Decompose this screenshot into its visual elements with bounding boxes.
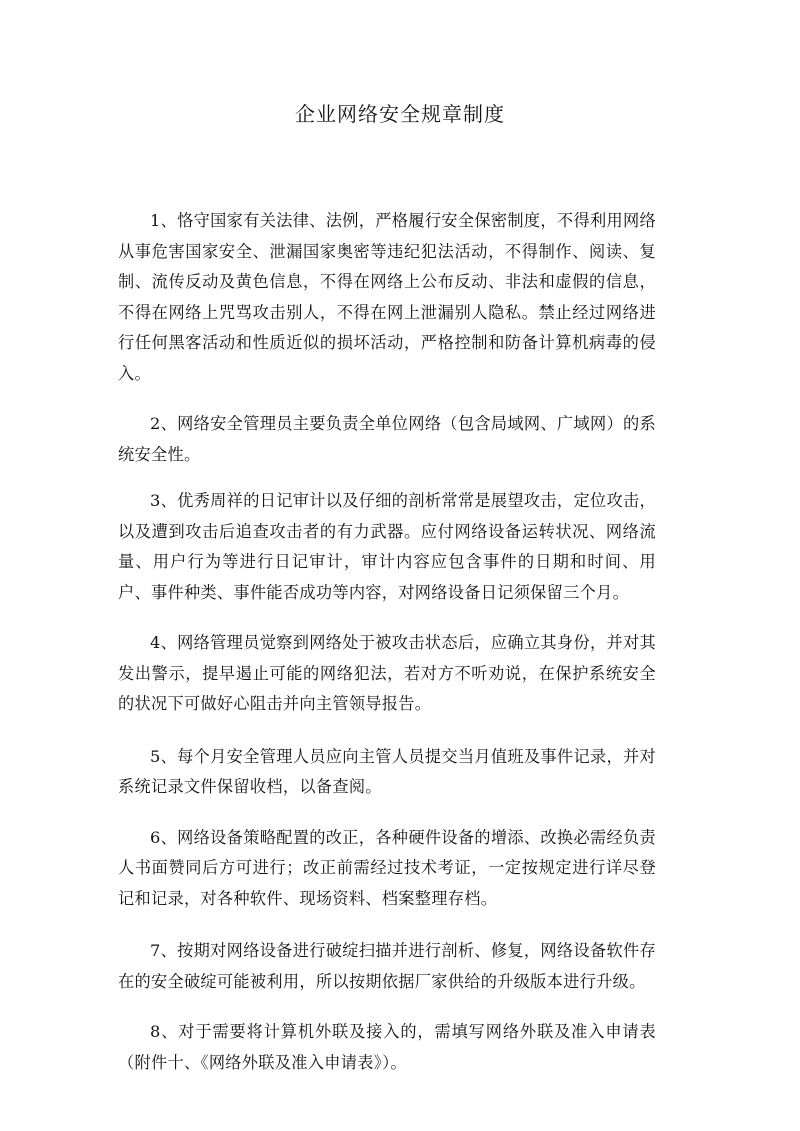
paragraph-2: 2、网络安全管理员主要负责全单位网络（包含局域网、广域网）的系统安全性。 — [118, 414, 656, 464]
document-title: 企业网络安全规章制度 — [295, 102, 505, 126]
paragraph-8: 8、对于需要将计算机外联及接入的，需填写网络外联及准入申请表（附件十、《网络外联及准入申请表》）。 — [118, 1022, 656, 1072]
paragraph-6: 6、网络设备策略配置的改正，各种硬件设备的增添、改换必需经负责人书面赞同后方可进行；改正前需经过技术考证，一定按规定进行详尽登记和记录，对各种软件、现场资料、档案整理存档。 — [118, 827, 656, 908]
paragraph-1: 1、恪守国家有关法律、法例，严格履行安全保密制度，不得利用网络从事危害国家安全、泄漏国家奥密等违纪犯法活动，不得制作、阅读、复制、流传反动及黄色信息，不得在网络上公布反动、非法和虚假的信息，不得在网络上咒骂攻击别人，不得在网上泄漏别人隐私。禁止经过网络进行任何黑客活动和性质近似的损坏活动，严格控制和防备计算机病毒的侵入。 — [118, 211, 656, 383]
paragraph-7: 7、按期对网络设备进行破绽扫描并进行剖析、修复，网络设备软件存在的安全破绽可能被利用，所以按期依据厂家供给的升级版本进行升级。 — [118, 941, 656, 991]
paragraph-4: 4、网络管理员觉察到网络处于被攻击状态后，应确立其身份，并对其发出警示，提早遏止可能的网络犯法，若对方不听劝说，在保护系统安全的状况下可做好心阻击并向主管领导报告。 — [118, 633, 656, 713]
paragraph-3: 3、优秀周祥的日记审计以及仔细的剖析常常是展望攻击，定位攻击，以及遭到攻击后追查攻击者的有力武器。应付网络设备运转状况、网络流量、用户行为等进行日记审计，审计内容应包含事件的日期和时间、用户、事件种类、事件能否成功等内容，对网络设备日记须保留三个月。 — [118, 491, 656, 602]
document-body — [118, 206, 656, 1078]
paragraph-5: 5、每个月安全管理人员应向主管人员提交当月值班及事件记录，并对系统记录文件保留收档，以备查阅。 — [118, 746, 656, 796]
